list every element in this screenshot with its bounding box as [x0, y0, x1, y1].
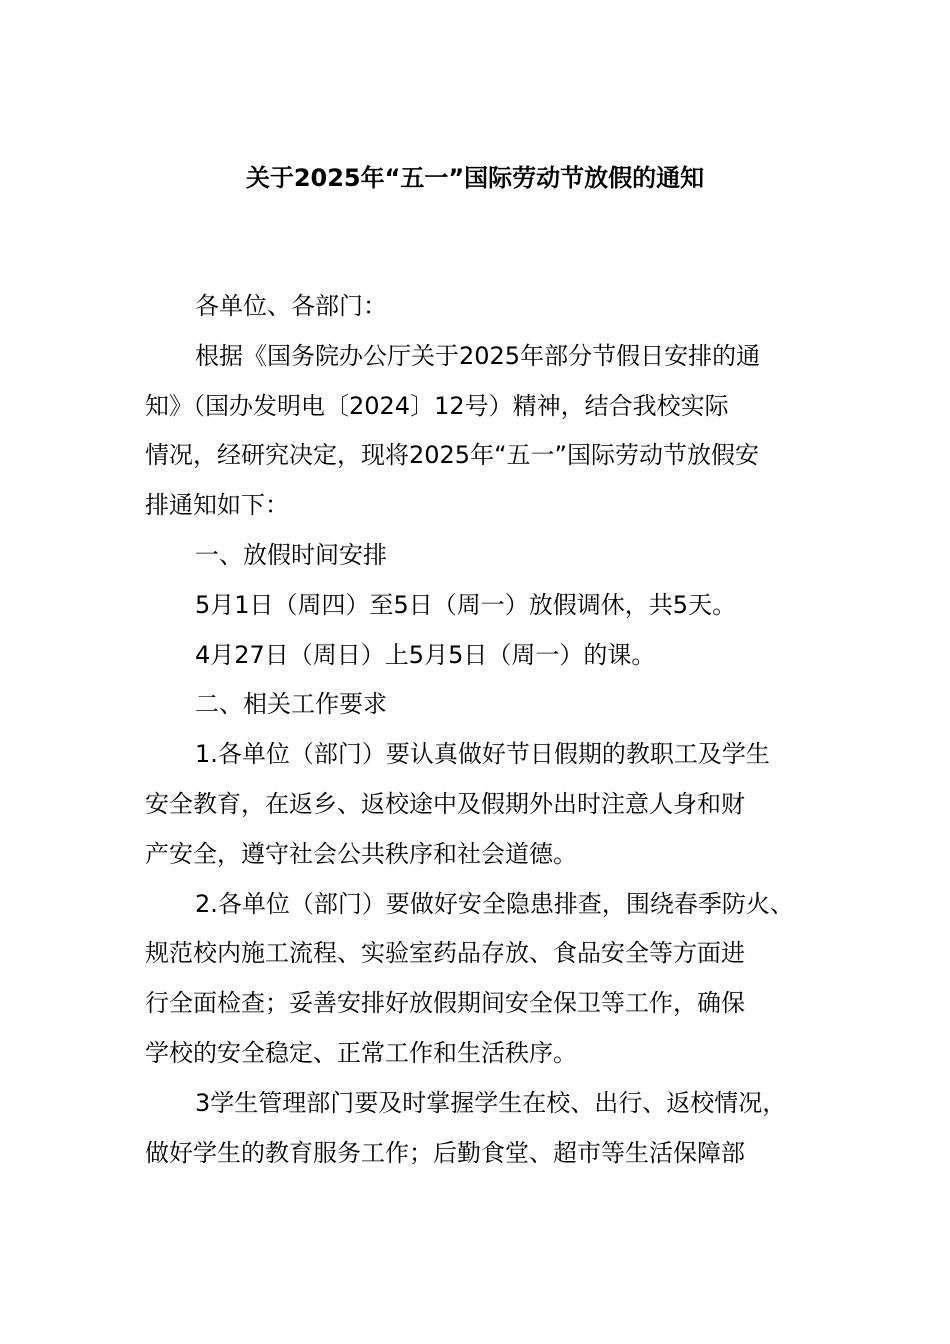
requirement-2-line-2: 规范校内施工流程、实验室药品存放、食品安全等方面进	[145, 939, 745, 968]
requirement-1-line-2: 安全教育，在返乡、返校途中及假期外出时注意人身和财	[145, 789, 745, 818]
requirement-2-line-3: 行全面检查；妥善安排好放假期间安全保卫等工作，确保	[145, 989, 745, 1018]
schedule-item-1	[145, 581, 835, 631]
salutation-text: 各单位、各部门：	[195, 292, 387, 320]
requirement-3	[145, 1079, 835, 1179]
requirement-3-line-1: 3学生管理部门要及时掌握学生在校、出行、返校情况，	[195, 1088, 787, 1117]
section1-heading	[145, 531, 835, 581]
intro-paragraph	[145, 332, 835, 531]
schedule-item-2-text: 4月27日（周日）上5月5日（周一）的课。	[195, 640, 656, 669]
intro-line-3: 情况，经研究决定，现将2025年“五一”国际劳动节放假安	[145, 441, 759, 470]
schedule-item-1-text: 5月1日（周四）至5日（周一）放假调休，共5天。	[195, 590, 737, 619]
requirement-2-line-1: 2.各单位（部门）要做好安全隐患排查，围绕春季防火、	[195, 889, 794, 918]
requirement-2	[145, 880, 835, 1079]
section2-heading-text: 二、相关工作要求	[195, 690, 387, 719]
requirement-2-line-4: 学校的安全稳定、正常工作和生活秩序。	[145, 1038, 577, 1067]
schedule-item-2	[145, 631, 835, 681]
requirement-1-line-1: 1.各单位（部门）要认真做好节日假期的教职工及学生	[195, 740, 770, 769]
section1-heading-text: 一、放假时间安排	[195, 540, 387, 569]
intro-line-2: 知》（国办发明电〔2024〕12号）精神，结合我校实际	[145, 391, 729, 420]
requirement-3-line-2: 做好学生的教育服务工作；后勤食堂、超市等生活保障部	[145, 1138, 745, 1167]
document-body	[145, 282, 835, 1178]
requirement-1	[145, 730, 835, 879]
intro-line-1: 根据《国务院办公厅关于2025年部分节假日安排的通	[195, 341, 761, 370]
salutation	[145, 282, 835, 332]
requirement-1-line-3: 产安全，遵守社会公共秩序和社会道德。	[145, 839, 577, 868]
document-title: 关于2025年“五一”国际劳动节放假的通知	[245, 164, 705, 192]
intro-line-4: 排通知如下：	[145, 491, 289, 520]
section2-heading	[145, 680, 835, 730]
